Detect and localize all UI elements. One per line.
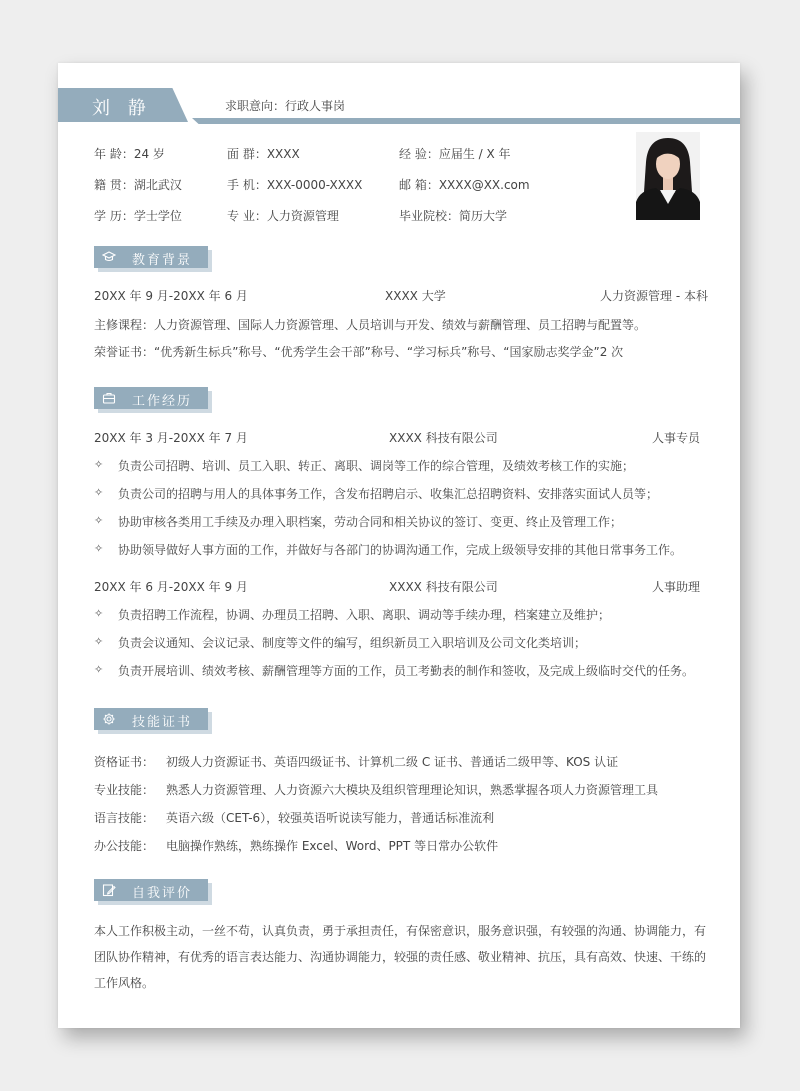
info-appearance: 面 群：XXXX: [227, 147, 300, 161]
profile-photo: [636, 132, 700, 220]
education-major: 人力资源管理 - 本科: [600, 289, 708, 303]
info-experience: 经 验：应届生 / X 年: [399, 147, 511, 161]
section-header-education: [94, 246, 212, 274]
section-title-work: 工作经历: [132, 394, 193, 409]
briefcase-icon: [102, 391, 116, 405]
job-1-company: XXXX 科技有限公司: [389, 431, 498, 445]
resume-page: [58, 63, 740, 1028]
education-courses: 主修课程：人力资源管理、国际人力资源管理、人员培训与开发、绩效与薪酬管理、员工招聘与配置等。: [94, 318, 647, 332]
job-2-duty-3: 负责开展培训、绩效考核、薪酬管理等方面的工作，员工考勤表的制作和签收，及完成上级临时交代的任务。: [118, 664, 695, 678]
bullet-icon: ✧: [94, 607, 104, 620]
section-title-self-eval: 自我评价: [132, 886, 193, 901]
info-age: 年 龄：24 岁: [94, 147, 165, 161]
skill-value: 英语六级（CET-6），较强英语听说读写能力，普通话标准流利: [166, 811, 495, 825]
education-honors: 荣誉证书：“优秀新生标兵”称号、“优秀学生会干部”称号、“学习标兵”称号、“国家励志奖学金”2 次: [94, 345, 624, 359]
skill-label: 资格证书：: [94, 755, 155, 769]
job-2-duty-1: 负责招聘工作流程，协调、办理员工招聘、入职、离职、调动等手续办理，档案建立及维护；: [118, 608, 611, 622]
job-1-period: 20XX 年 3 月-20XX 年 7 月: [94, 431, 248, 445]
bullet-icon: ✧: [94, 486, 104, 499]
gear-icon: [102, 712, 116, 726]
bullet-icon: ✧: [94, 635, 104, 648]
job-1-duty-1: 负责公司招聘、培训、员工入职、转正、离职、调岗等工作的综合管理，及绩效考核工作的实施；: [118, 459, 635, 473]
graduation-cap-icon: [102, 250, 116, 264]
job-1-duty-2: 负责公司的招聘与用人的具体事务工作，含发布招聘启示、收集汇总招聘资料、安排落实面试人员等；: [118, 487, 659, 501]
job-1-duty-4: 协助领导做好人事方面的工作，并做好与各部门的协调沟通工作，完成上级领导安排的其他日常事务工作。: [118, 543, 683, 557]
info-degree: 学 历：学士学位: [94, 209, 182, 223]
bullet-icon: ✧: [94, 514, 104, 527]
pencil-note-icon: [102, 883, 116, 897]
section-header-self-eval: [94, 879, 212, 907]
info-school: 毕业院校：简历大学: [399, 209, 508, 223]
education-school: XXXX 大学: [385, 289, 446, 303]
section-header-work: [94, 387, 212, 415]
section-title-skills: 技能证书: [132, 715, 193, 730]
job-2-company: XXXX 科技有限公司: [389, 580, 498, 594]
job-1-duty-3: 协助审核各类用工手续及办理入职档案，劳动合同和相关协议的签订、变更、终止及管理工作；: [118, 515, 623, 529]
job-intention: 求职意向：行政人事岗: [225, 99, 346, 113]
section-title-education: 教育背景: [132, 253, 193, 268]
skill-label: 办公技能：: [94, 839, 155, 853]
job-2-role: 人事助理: [651, 580, 700, 594]
info-phone: 手 机：XXX-0000-XXXX: [227, 178, 363, 192]
self-eval-text: 本人工作积极主动，一丝不苟，认真负责，勇于承担责任，有保密意识，服务意识强，有较强的沟通、协调能力，有团队协作精神，有优秀的语言表达能力、沟通协调能力，较强的责任感、敬业精神、抗压，具有高效、快速、干练的工作风格。: [94, 924, 707, 990]
skill-value: 初级人力资源证书、英语四级证书、计算机二级 C 证书、普通话二级甲等、KOS 认证: [166, 755, 619, 769]
section-header-skills: [94, 708, 212, 736]
job-2-period: 20XX 年 6 月-20XX 年 9 月: [94, 580, 248, 594]
candidate-name: 刘 静: [92, 98, 152, 119]
education-period: 20XX 年 9 月-20XX 年 6 月: [94, 289, 248, 303]
info-email: 邮 箱：XXXX@XX.com: [399, 178, 530, 192]
bullet-icon: ✧: [94, 542, 104, 555]
info-hometown: 籍 贯：湖北武汉: [94, 178, 182, 192]
skill-value: 熟悉人力资源管理、人力资源六大模块及组织管理理论知识，熟悉掌握各项人力资源管理工具: [166, 783, 659, 797]
skill-value: 电脑操作熟练，熟练操作 Excel、Word、PPT 等日常办公软件: [166, 839, 499, 853]
skill-label: 专业技能：: [94, 783, 155, 797]
skill-label: 语言技能：: [94, 811, 155, 825]
job-2-duty-2: 负责会议通知、会议记录、制度等文件的编写，组织新员工入职培训及公司文化类培训；: [118, 636, 587, 650]
info-major: 专 业：人力资源管理: [227, 209, 339, 223]
header-divider: [192, 118, 740, 124]
bullet-icon: ✧: [94, 458, 104, 471]
job-1-role: 人事专员: [651, 431, 700, 445]
bullet-icon: ✧: [94, 663, 104, 676]
